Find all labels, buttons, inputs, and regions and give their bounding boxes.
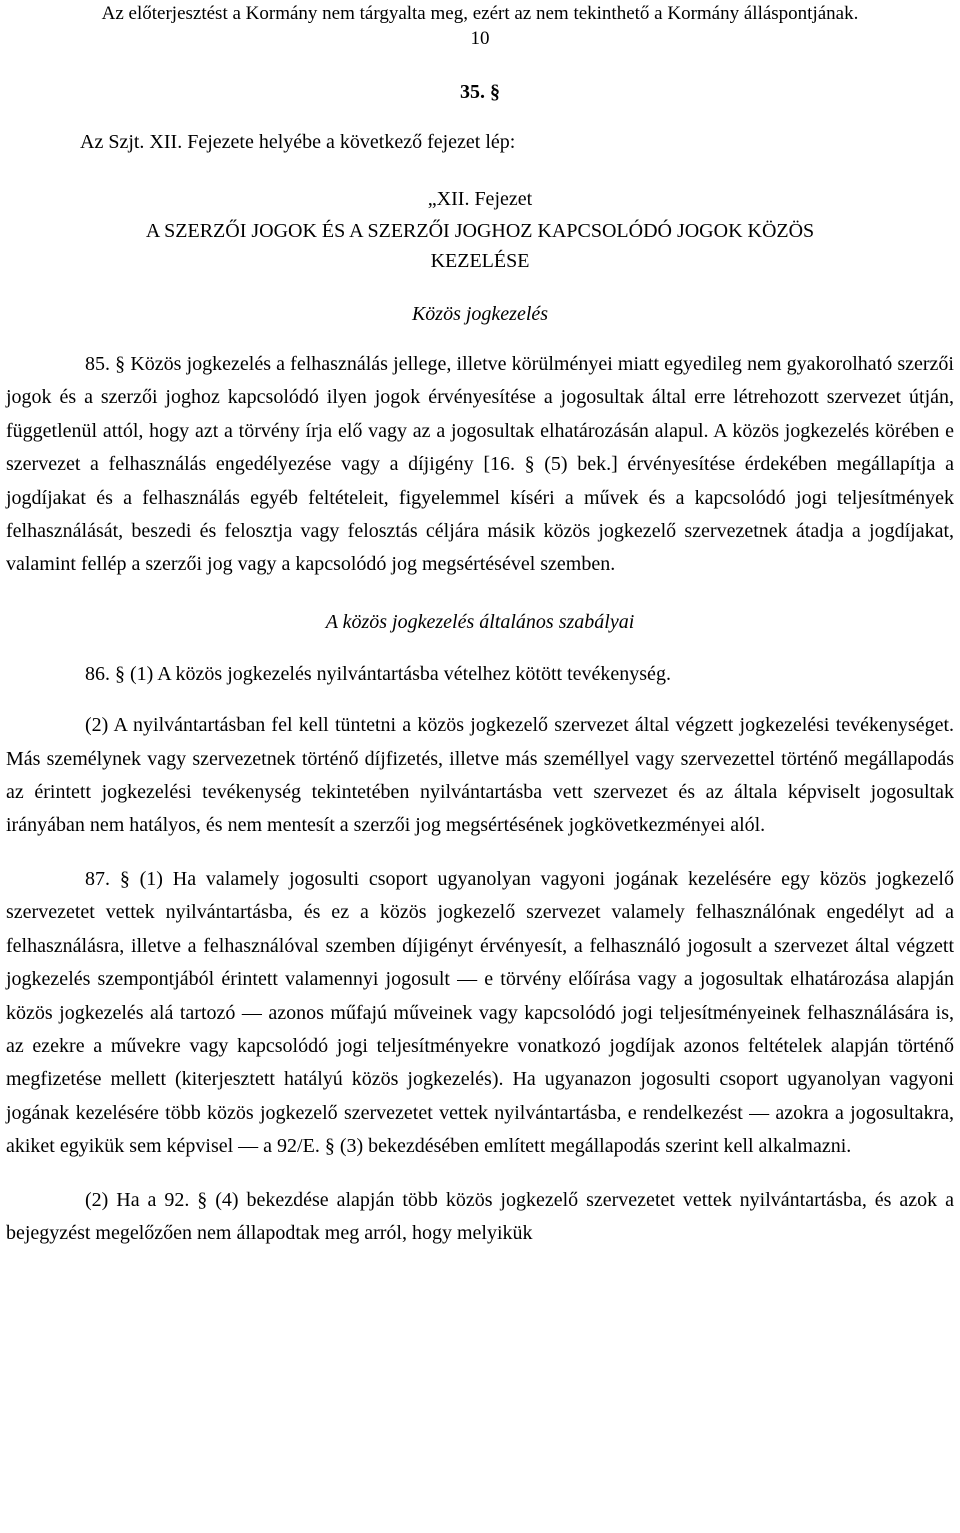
intro-text: Az Szjt. XII. Fejezete helyébe a következő fejezet lép: [80, 131, 516, 153]
paragraph-87-1: 87. § (1) Ha valamely jogosulti csoport ugyanolyan vagyoni jogának kezelésére egy közös jogkezelő szervezetet vettek nyilvántartásba, és ez a közös jogkezelő szervezet valamely felhasználónak engedélyt ad a felhasználásra, illetve a felhasználóval szemben díjigényt érvényesít, a felhasználó jogosult a szervezet által végzett jogkezelés szempontjából érintett valamennyi jogosult — e törvény előírása vagy a jogosultak elhatározása alapján közös jogkezelés alá tartozó — azonos műfajú műveinek vagy kapcsolódó jogi teljesítményeinek felhasználására is, az ezekre a művekre vagy kapcsolódó jogi teljesítményekre vonatkozó jogdíjak azonos feltételek alapján történő megfizetése mellett (kiterjesztett hatályú közös jogkezelés). Ha ugyanazon jogosulti csoport ugyanolyan vagyoni jogának kezelésére több közös jogkezelő szervezetet vettek nyilvántartásba, e rendelkezést — azokra a jogosultakra, akiket egyikük sem képvisel — a 92/E. § (3) bekezdésében említett megállapodás szerint kell alkalmazni. [6, 867, 954, 1158]
paragraph-87-2: (2) Ha a 92. § (4) bekezdése alapján több közös jogkezelő szervezetet vettek nyilvántartásba, és azok a bejegyzést megelőzően nem állapodtak meg arról, hogy melyikük [6, 1188, 954, 1244]
paragraph-86-1: 86. § (1) A közös jogkezelés nyilvántartásba vételhez kötött tevékenység. [85, 662, 671, 685]
chapter-heading-line2: KEZELÉSE [430, 250, 530, 272]
paragraph-86-2: (2) A nyilvántartásban fel kell tüntetni a közös jogkezelő szervezet által végzett jogkezelési tevékenységet. Más személynek vagy szervezetnek történő díjfizetés, illetve más személlyel vagy szervezettel történő megállapodás az érintett jogkezelési tevékenység tekintetében nyilvántartásba vett szervezet és az általa képviselt jogosultak irányában nem hatályos, és nem mentesít a szerzői jog megsértésének jogkövetkezményei alól. [6, 714, 954, 837]
section-number: 35. § [460, 81, 500, 103]
page-number: 10 [470, 28, 490, 49]
subheading-altalanos-szabalyai: A közös jogkezelés általános szabályai [325, 610, 635, 633]
subheading-kozos-jogkezeles: Közös jogkezelés [411, 303, 549, 325]
chapter-title: „XII. Fejezet [427, 188, 533, 210]
header-notice: Az előterjesztést a Kormány nem tárgyalta meg, ezért az nem tekinthető a Kormány álláspontjának. [101, 3, 859, 24]
chapter-heading-line1: A SZERZŐI JOGOK ÉS A SZERZŐI JOGHOZ KAPCSOLÓDÓ JOGOK KÖZÖS [145, 220, 815, 242]
paragraph-85: 85. § Közös jogkezelés a felhasználás jellege, illetve körülményei miatt egyedileg nem gyakorolható szerzői jogok és a szerzői joghoz kapcsolódó ilyen jogok érvényesítése a jogosultak által erre létrehozott szervezet útján, függetlenül attól, hogy azt a törvény írja elő vagy az a jogosultak elhatározásán alapul. A közös jogkezelés körében e szervezet a felhasználás engedélyezése vagy a díjigény [16. § (5) bek.] érvényesítése érdekében megállapítja a jogdíjakat és a felhasználás egyéb feltételeit, figyelemmel kíséri a művek és a kapcsolódó jogi teljesítmények felhasználását, beszedi és felosztja vagy felosztás céljára másik közös jogkezelő szervezetnek átadja a jogdíjakat, valamint fellép a szerzői jog vagy a kapcsolódó jog megsértésével szemben. [6, 353, 954, 576]
document-page [6, 0, 954, 1250]
